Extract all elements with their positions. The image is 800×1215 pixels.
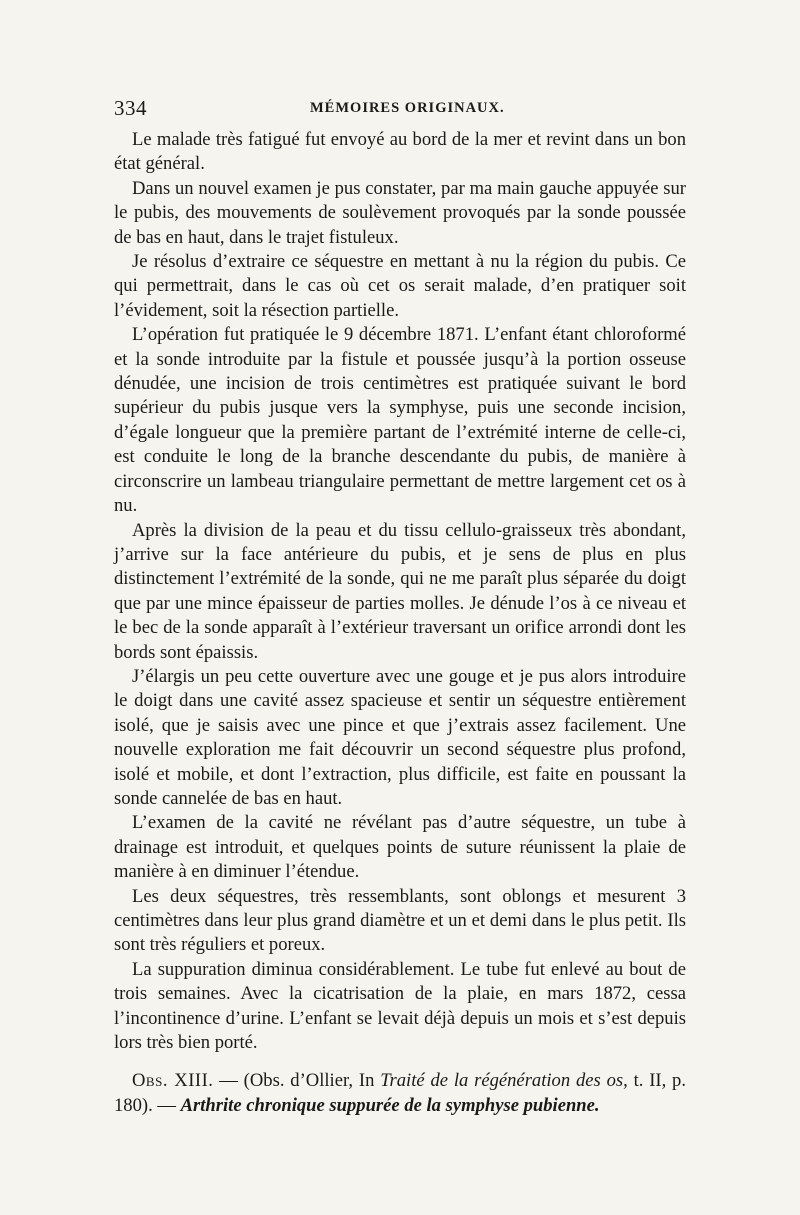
page-header [114,96,686,124]
page-number: 334 [114,96,147,120]
paragraph-2: Dans un nouvel examen je pus constater, par ma main gauche appuyée sur le pubis, des mouvements de soulèvement provoqués par la sonde poussée de bas en haut, dans le trajet fistuleux. [114,177,686,248]
paragraph-7: L’examen de la cavité ne révélant pas d’autre séquestre, un tube à drainage est introduit, et quelques points de suture réunissent la plaie de manière à en diminuer l’étendue. [114,812,686,883]
paragraph-3: Je résolus d’extraire ce séquestre en mettant à nu la région du pubis. Ce qui permettrait, dans le cas où cet os serait malade, d’en pratiquer soit l’évidement, soit la résection partielle. [114,251,686,321]
observation-case-title: Arthrite chronique suppurée de la symphyse pubienne. [180,1094,600,1116]
observation-source-prefix: — (Obs. d’Ollier, In [213,1070,381,1092]
paragraph-4: L’opération fut pratiquée le 9 décembre 1871. L’enfant étant chloroformé et la sonde introduite par la fistule et poussée jusqu’à la portion osseuse dénudée, une incision de trois centimètres est pratiquée suivant le bord supérieur du pubis jusque vers la symphyse, puis une seconde incision, d’égale longueur que la première partant de l’extrémité interne de celle-ci, est conduite le long de la branche descendante du pubis, de manière à circonscrire un lambeau triangulaire permettant de mettre largement cet os à nu. [114,324,686,517]
paragraph-9: La suppuration diminua considérablement. Le tube fut enlevé au bout de trois semaines. Avec la cicatrisation de la plaie, en mars 1872, cessa l’incontinence d’urine. L’enfant se levait déjà depuis un mois et s’est depuis lors très bien porté. [114,958,686,1054]
observation-heading [114,1069,686,1118]
paragraph-5: Après la division de la peau et du tissu cellulo-graisseux très abondant, j’arrive sur la face antérieure du pubis, et je sens de plus en plus distinctement l’extrémité de la sonde, qui ne me paraît plus séparée du doigt que par une mince épaisseur de parties molles. Je dénude l’os à ce niveau et le bec de la sonde apparaît à l’extérieur traversant un orifice arrondi dont les bords sont épaissis. [114,519,686,663]
observation-book-title: Traité de la régénération des os [380,1070,624,1092]
observation-reference: , t. II, p. 180). — [114,1070,687,1116]
paragraph-6: J’élargis un peu cette ouverture avec une gouge et je pus alors introduire le doigt dans une cavité assez spacieuse et sentir un séquestre entièrement isolé, que je saisis avec une pince et que j’extrais assez facilement. Une nouvelle exploration me fait découvrir un second séquestre plus profond, isolé et mobile, et dont l’extraction, plus difficile, est faite en poussant la sonde cannelée de bas en haut. [114,665,686,809]
paragraph-1: Le malade très fatigué fut envoyé au bord de la mer et revint dans un bon état général. [114,129,686,175]
paragraph-8: Les deux séquestres, très ressemblants, sont oblongs et mesurent 3 centimètres dans leur plus grand diamètre et un et demi dans le plus petit. Ils sont très réguliers et poreux. [114,885,686,956]
observation-label: Obs. XIII. [132,1070,214,1092]
running-title: MÉMOIRES ORIGINAUX. [310,100,505,116]
body-text [114,128,686,1118]
